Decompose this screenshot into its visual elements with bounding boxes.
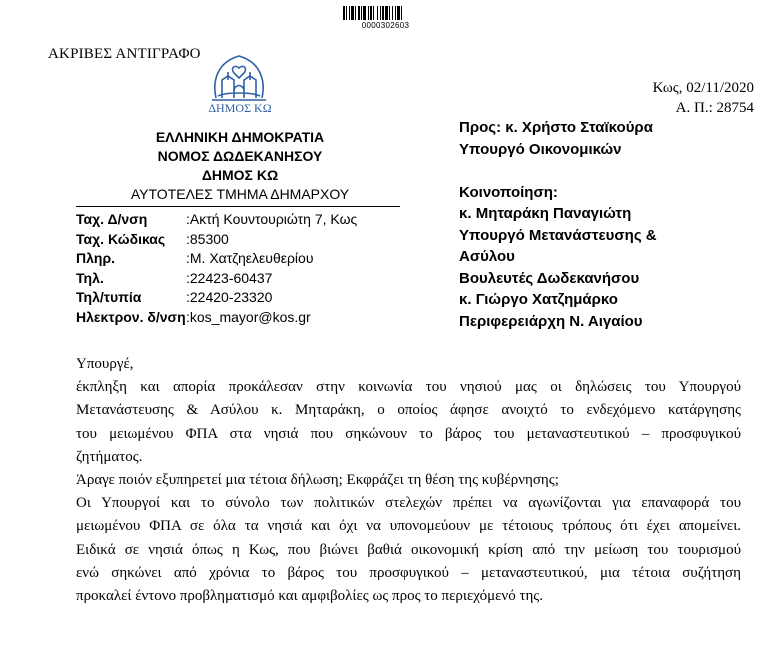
body-line: ενώ σηκώνει από χρόνια το βάρος του προσφυγικού – μεταναστευτικού, μια τέτοια συζήτηση: [76, 564, 741, 581]
contact-value: :22423-60437: [186, 269, 273, 286]
letter-body: [76, 353, 741, 608]
contact-key: Ταχ. Κώδικας: [76, 230, 166, 247]
recipient-line: Υπουργό Οικονομικών: [459, 140, 622, 158]
recipient-line: κ. Μηταράκη Παναγιώτη: [459, 205, 632, 222]
contact-row-fax: [76, 288, 357, 308]
contact-value: :kos_mayor@kos.gr: [186, 308, 311, 325]
recipient-line: κ. Γιώργο Χατζημάρκο: [459, 291, 618, 308]
logo-caption: ΔΗΜΟΣ ΚΩ: [208, 101, 272, 115]
barcode: [343, 6, 428, 20]
barcode-number: 0000302603: [361, 21, 410, 30]
protocol-number: Α. Π.: 28754: [675, 100, 754, 116]
contact-value: :22420-23320: [186, 289, 273, 305]
certified-copy-label: ΑΚΡΙΒΕΣ ΑΝΤΙΓΡΑΦΟ: [48, 46, 201, 62]
contact-key: Τηλ.: [76, 269, 104, 286]
body-line: Μετανάστευσης & Ασύλου κ. Μηταράκη, ο οποίος άφησε ανοιχτό το ενδεχόμενο κατάργησης: [76, 402, 741, 419]
header-republic: ΕΛΛΗΝΙΚΗ ΔΗΜΟΚΡΑΤΙΑ: [155, 129, 325, 145]
recipient-line: Προς: κ. Χρήστο Σταϊκούρα: [459, 119, 653, 136]
recipient-line: [459, 160, 657, 182]
municipality-logo: [206, 50, 272, 104]
document-date: Κως, 02/11/2020: [652, 80, 754, 96]
header-divider: [76, 206, 400, 207]
contact-value: :85300: [186, 230, 229, 247]
contact-row-address: [76, 210, 357, 230]
salutation: Υπουργέ,: [76, 356, 134, 372]
contact-key: Ηλεκτρον. δ/νση: [76, 308, 186, 325]
contact-row-info: [76, 249, 357, 269]
contact-key: Ταχ. Δ/νση: [76, 211, 148, 227]
recipients-block: [459, 117, 657, 332]
body-line: μειωμένου ΦΠΑ σε όλα τα νησιά και όχι να υπονομεύουν με τέτοιους τρόπους ότι έχει απομείνει.: [76, 518, 741, 535]
body-line: του μειωμένου ΦΠΑ στα νησιά που σηκώνουν το βάρος του μεταναστευτικού – προσφυγικού: [76, 425, 741, 442]
contact-row-phone: [76, 269, 357, 289]
header-prefecture: ΝΟΜΟΣ ΔΩΔΕΚΑΝΗΣΟΥ: [157, 148, 323, 164]
header-municipality: ΔΗΜΟΣ ΚΩ: [201, 167, 279, 183]
body-line: ζητήματος.: [76, 448, 143, 465]
header-department: ΑΥΤΟΤΕΛΕΣ ΤΜΗΜΑ ΔΗΜΑΡΧΟΥ: [130, 186, 350, 202]
contact-key: Τηλ/τυπία: [76, 289, 142, 305]
contact-row-email: [76, 308, 357, 328]
contact-details: [76, 210, 357, 327]
recipient-line: Κοινοποίηση:: [459, 183, 558, 201]
contact-value: :Ακτή Κουντουριώτη 7, Κως: [186, 211, 358, 227]
recipient-line: Περιφερειάρχη Ν. Αιγαίου: [459, 312, 643, 330]
recipient-line: Βουλευτές Δωδεκανήσου: [459, 269, 640, 287]
contact-key: Πληρ.: [76, 250, 115, 266]
body-line: προκαλεί έντονο προβληματισμό και αμφιβολίες ως προς το περιεχόμενό της.: [76, 587, 543, 604]
body-line: Οι Υπουργοί και το σύνολο των πολιτικών στελεχών πρέπει να αγωνίζονται για επαναφορά του: [76, 495, 741, 512]
body-line: Ειδικά σε νησιά όπως η Κως, που βιώνει βαθιά οικονομική κρίση από την μείωση του τουρισμού: [76, 541, 741, 558]
body-line: Άραγε ποιόν εξυπηρετεί μια τέτοια δήλωση; Εκφράζει τη θέση της κυβέρνησης;: [76, 471, 559, 488]
contact-value: :Μ. Χατζηελευθερίου: [186, 250, 314, 266]
body-line: έκπληξη και απορία προκάλεσαν στην κοινωνία του νησιού μας οι δηλώσεις του Υπουργού: [76, 379, 741, 396]
contact-row-postcode: [76, 230, 357, 250]
recipient-line: Ασύλου: [459, 248, 515, 265]
recipient-line: Υπουργό Μετανάστευσης &: [459, 226, 657, 244]
